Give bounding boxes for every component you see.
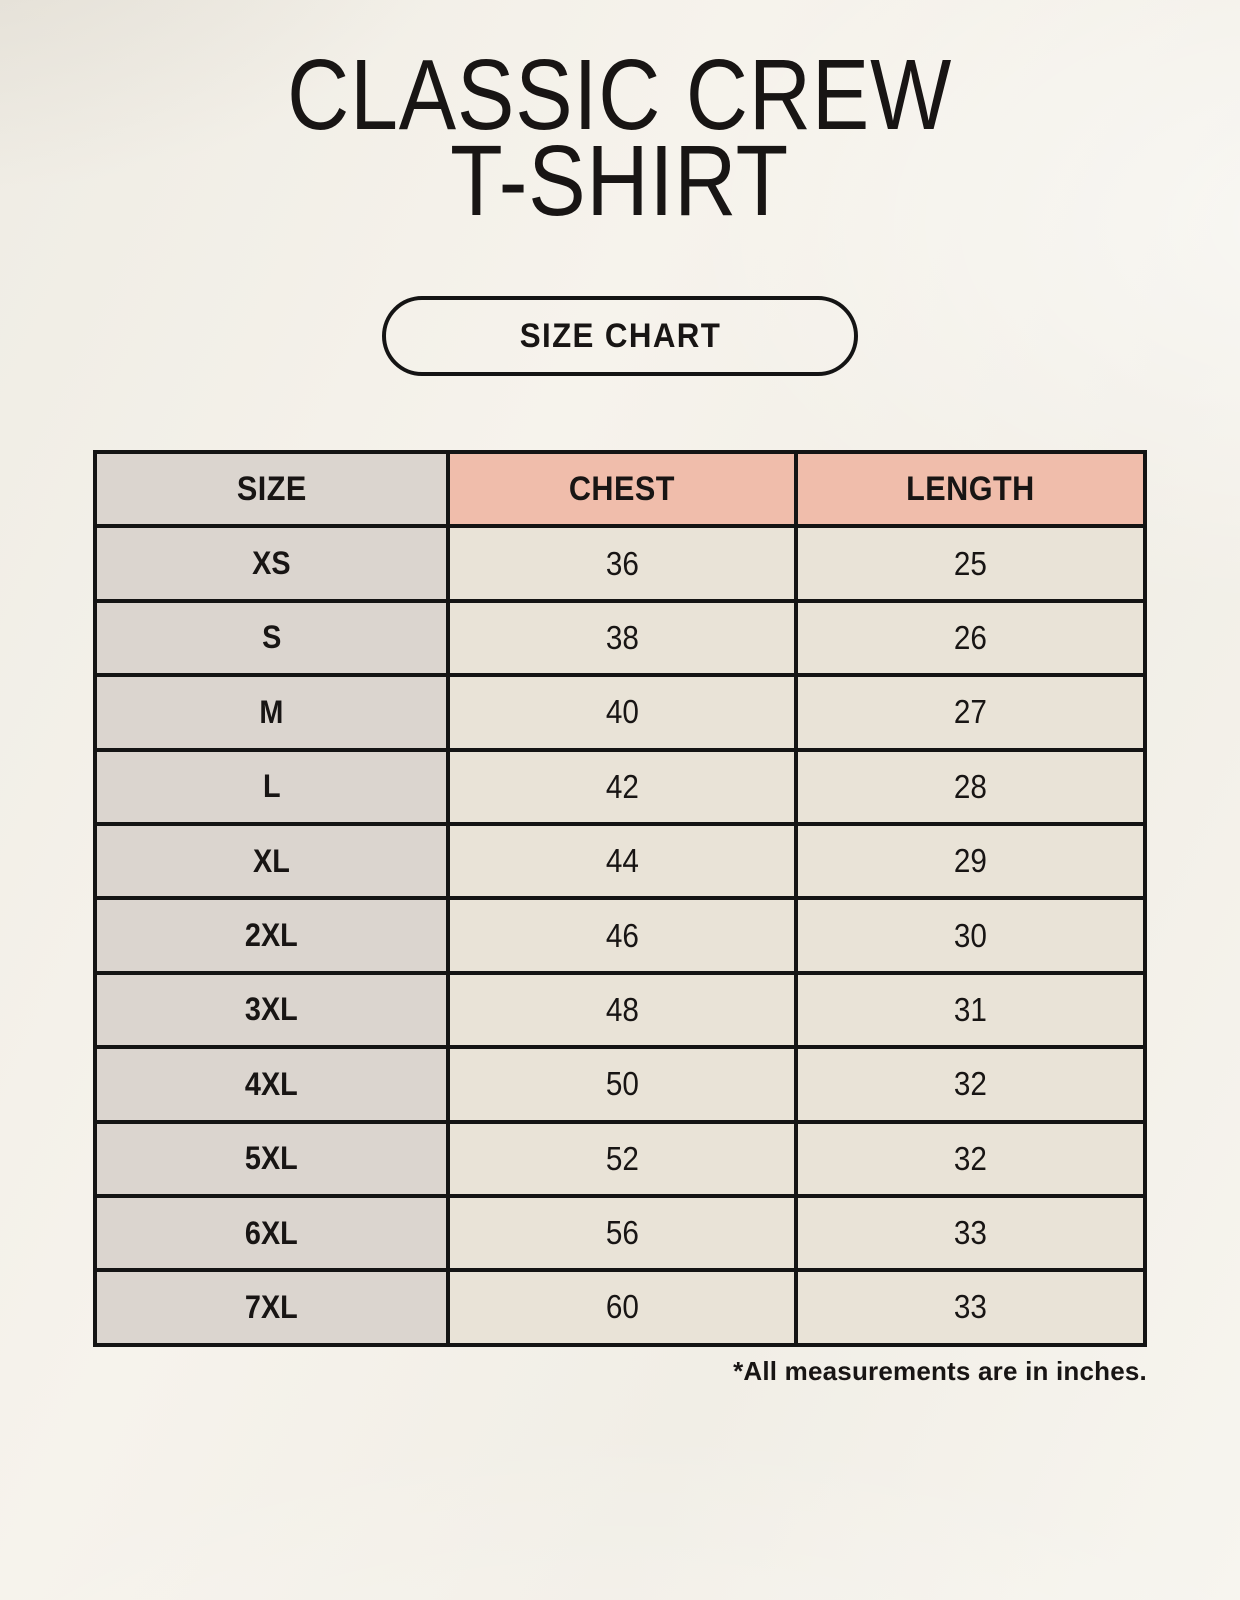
page-title-line1: CLASSIC CREW	[287, 39, 953, 151]
column-header-length: LENGTH	[796, 452, 1145, 526]
length-value: 31	[796, 973, 1145, 1047]
length-value: 26	[796, 601, 1145, 675]
size-label: S	[95, 601, 448, 675]
table-row	[95, 675, 1145, 749]
chest-value: 36	[448, 526, 797, 600]
chest-value: 60	[448, 1270, 797, 1344]
table-row	[95, 1122, 1145, 1196]
size-label: 7XL	[95, 1270, 448, 1344]
table-row	[95, 1270, 1145, 1344]
table-row	[95, 1047, 1145, 1121]
chest-value: 50	[448, 1047, 797, 1121]
chest-value: 56	[448, 1196, 797, 1270]
size-label: 3XL	[95, 973, 448, 1047]
length-value: 32	[796, 1122, 1145, 1196]
length-value: 30	[796, 898, 1145, 972]
size-chart-table	[93, 450, 1147, 1347]
size-label: M	[95, 675, 448, 749]
length-value: 33	[796, 1196, 1145, 1270]
size-chart-badge-label: SIZE CHART	[519, 316, 721, 355]
size-label: 5XL	[95, 1122, 448, 1196]
chest-value: 42	[448, 750, 797, 824]
length-value: 29	[796, 824, 1145, 898]
size-label: L	[95, 750, 448, 824]
table-row	[95, 824, 1145, 898]
size-label: 6XL	[95, 1196, 448, 1270]
length-value: 33	[796, 1270, 1145, 1344]
size-chart-table-container	[93, 450, 1147, 1387]
chest-value: 44	[448, 824, 797, 898]
table-header-row	[95, 452, 1145, 526]
length-value: 27	[796, 675, 1145, 749]
length-value: 32	[796, 1047, 1145, 1121]
size-label: 4XL	[95, 1047, 448, 1121]
table-row	[95, 1196, 1145, 1270]
length-value: 28	[796, 750, 1145, 824]
size-label: XS	[95, 526, 448, 600]
size-label: 2XL	[95, 898, 448, 972]
table-row	[95, 601, 1145, 675]
column-header-size: SIZE	[95, 452, 448, 526]
size-chart-badge[interactable]	[382, 296, 858, 376]
column-header-chest: CHEST	[448, 452, 797, 526]
chest-value: 52	[448, 1122, 797, 1196]
table-row	[95, 898, 1145, 972]
page-title-line2: T-SHIRT	[450, 125, 790, 237]
table-row	[95, 973, 1145, 1047]
chest-value: 38	[448, 601, 797, 675]
length-value: 25	[796, 526, 1145, 600]
table-row	[95, 750, 1145, 824]
chest-value: 48	[448, 973, 797, 1047]
chest-value: 46	[448, 898, 797, 972]
size-label: XL	[95, 824, 448, 898]
measurements-footnote: *All measurements are in inches.	[733, 1355, 1147, 1386]
page-title	[0, 0, 1240, 237]
table-row	[95, 526, 1145, 600]
chest-value: 40	[448, 675, 797, 749]
